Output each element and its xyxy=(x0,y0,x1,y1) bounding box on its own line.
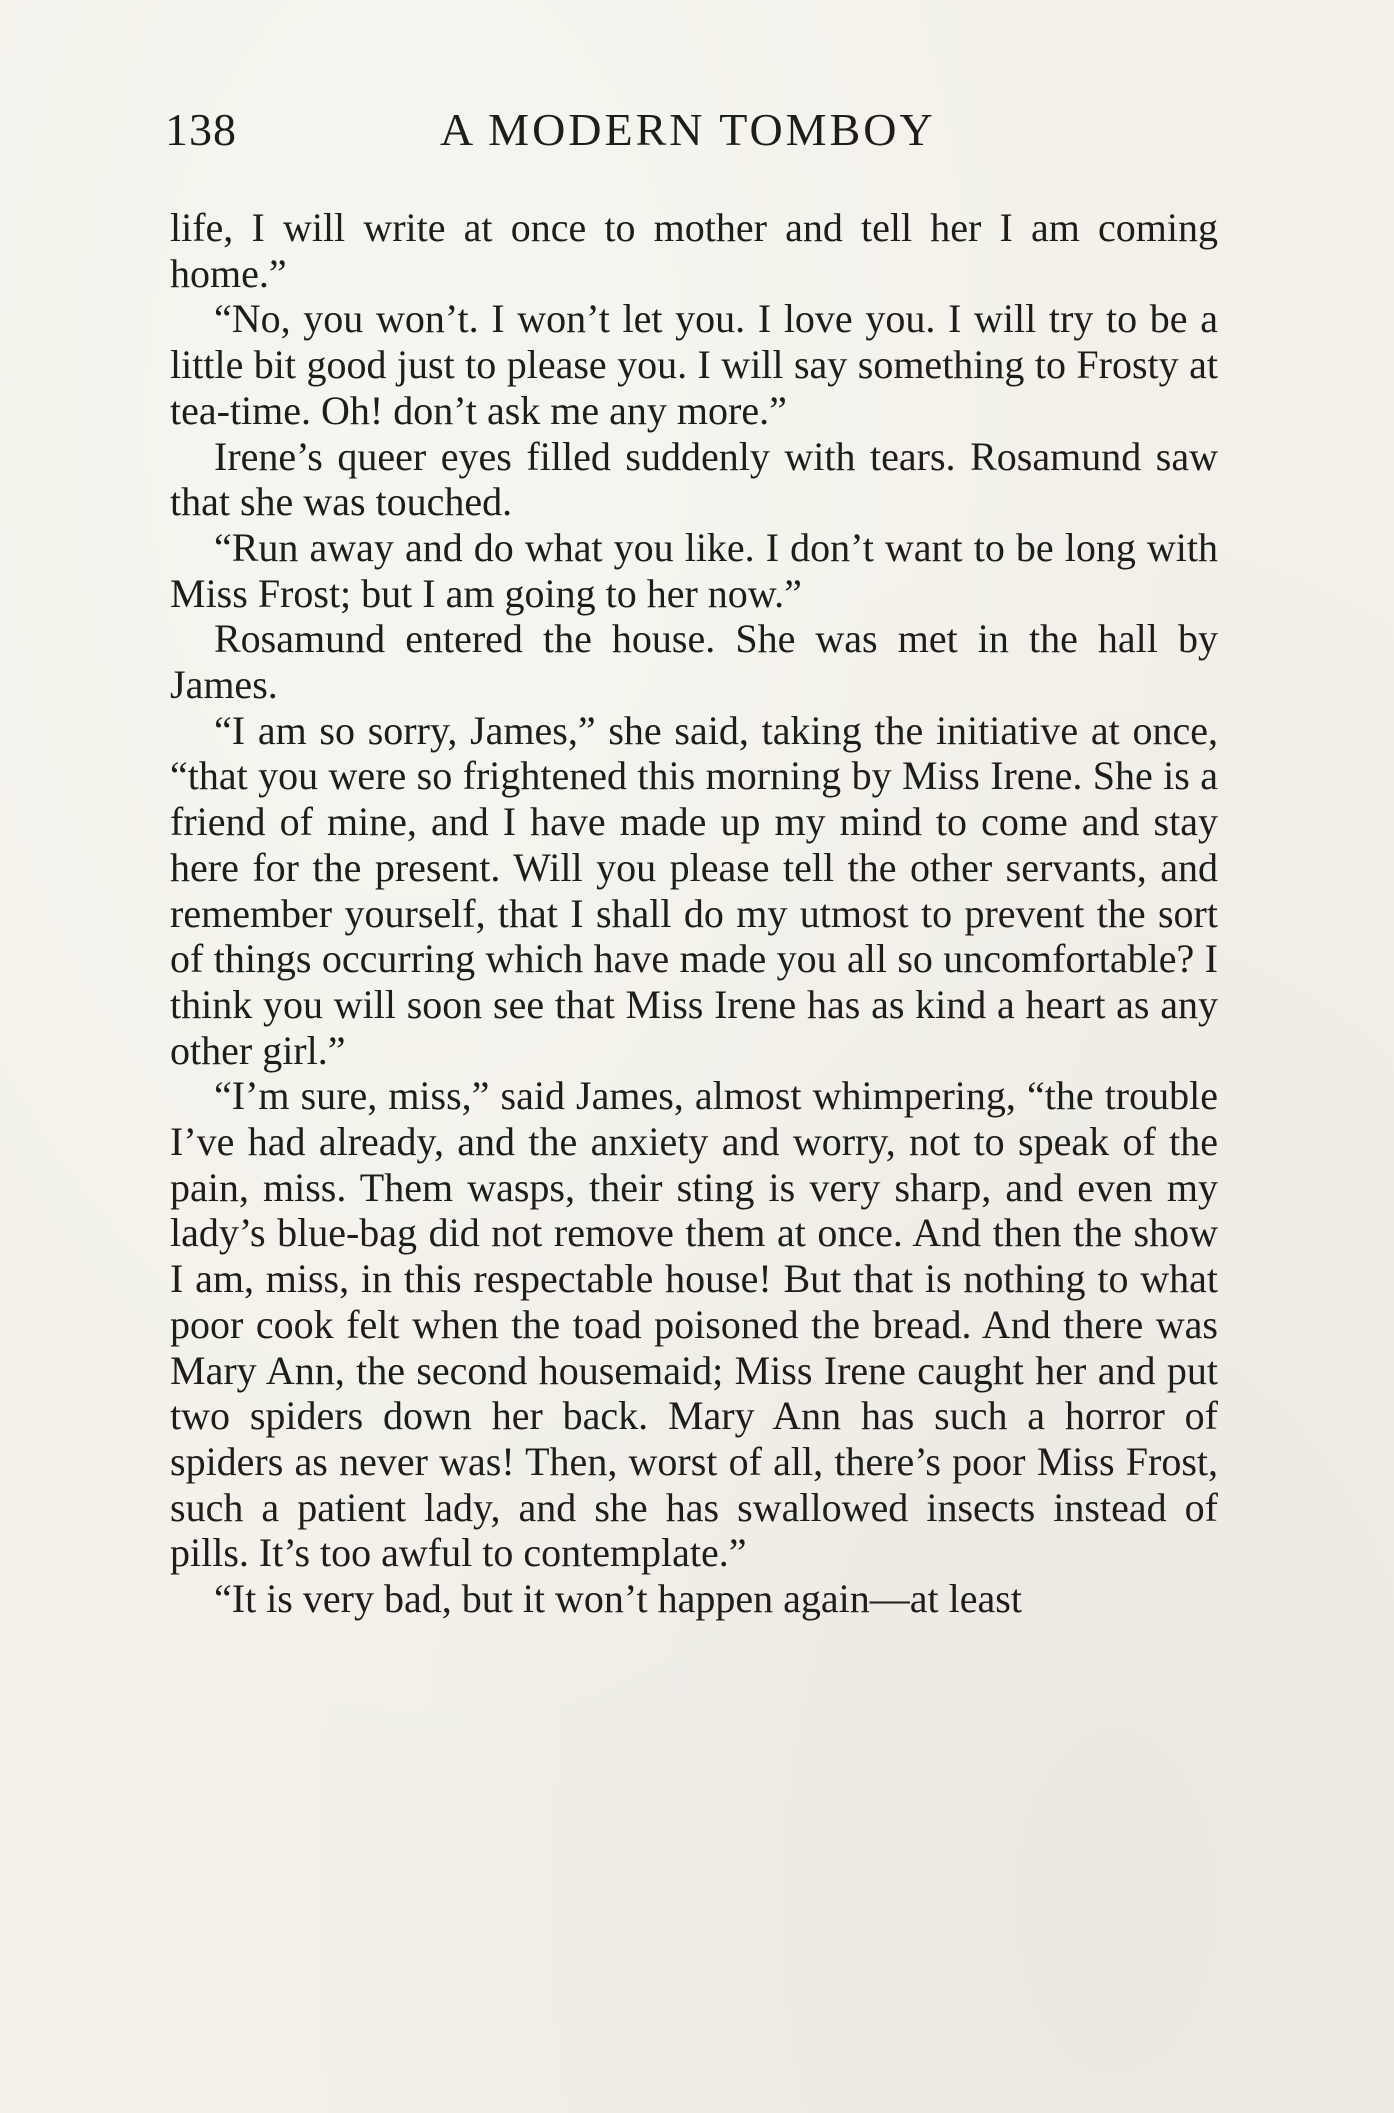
running-title: A MODERN TOMBOY xyxy=(440,104,936,155)
paragraph: life, I will write at once to mother and tell her I am coming home.” xyxy=(170,205,1218,296)
paragraph: “It is very bad, but it won’t happen again—at least xyxy=(214,1576,1022,1622)
paragraph: “I’m sure, miss,” said James, almost whimpering, “the trouble I’ve had already, and the anxiety and worry, not to speak of the pain, miss. Them wasps, their sting is very sharp, and even my lady’s blue-bag did not remove them at once. And then the show I am, miss, in this respectable house! But that is nothing to what poor cook felt when the toad poisoned the bread. And there was Mary Ann, the second housemaid; Miss Irene caught her and put two spiders down her back. Mary Ann has such a horror of spiders as never was! Then, worst of all, there’s poor Miss Frost, such a patient lady, and she has swallowed insects instead of pills. It’s too awful to contemplate.” xyxy=(170,1073,1218,1576)
paragraph: “No, you won’t. I won’t let you. I love you. I will try to be a little bit good just to please you. I will say something to Frosty at tea-time. Oh! don’t ask me any more.” xyxy=(170,296,1218,433)
paragraph: Rosamund entered the house. She was met in the hall by James. xyxy=(170,616,1218,708)
paragraph: Irene’s queer eyes filled suddenly with tears. Rosamund saw that she was touched. xyxy=(170,433,1218,525)
paragraph: “I am so sorry, James,” she said, taking the initiative at once, “that you were so frightened this morning by Miss Irene. She is a friend of mine, and I have made up my mind to come and stay here for the present. Will you please tell the other servants, and remember yourself, that I shall do my utmost to prevent the sort of things occurring which have made you all so uncomfortable? I think you will soon see that Miss Irene has as kind a heart as any other girl.” xyxy=(170,707,1218,1073)
body-text xyxy=(170,205,1218,1622)
paragraph: “Run away and do what you like. I don’t want to be long with Miss Frost; but I am going to her now.” xyxy=(170,524,1218,616)
page-number: 138 xyxy=(165,104,237,155)
page-header xyxy=(165,100,1225,160)
